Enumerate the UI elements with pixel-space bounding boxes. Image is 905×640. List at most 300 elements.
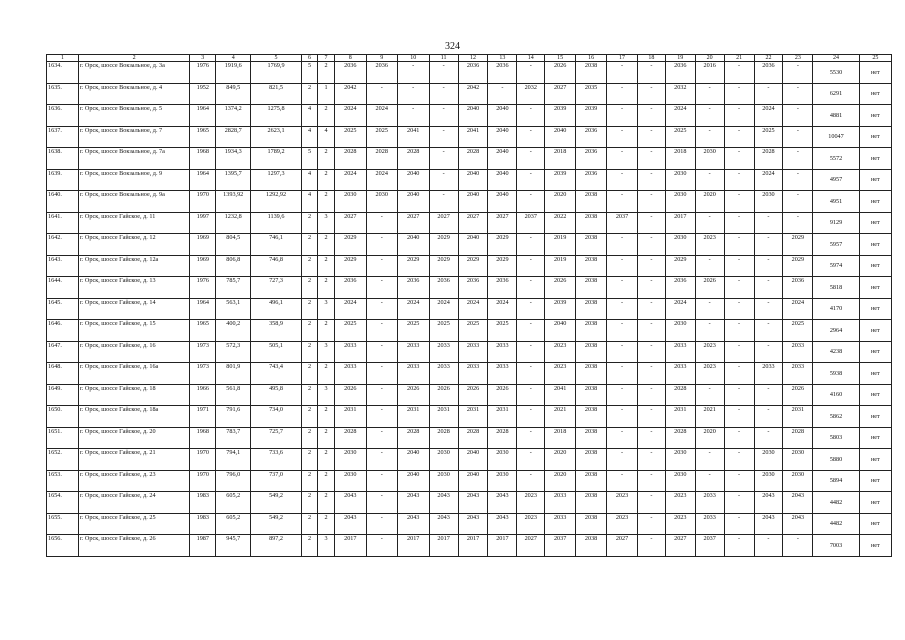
table-cell: - bbox=[637, 298, 665, 320]
table-cell: 1970 bbox=[190, 470, 216, 492]
table-cell: 2030 bbox=[488, 470, 517, 492]
table-cell: 2038 bbox=[576, 406, 607, 428]
table-cell: 2040 bbox=[458, 105, 488, 127]
table-cell: 2033 bbox=[334, 363, 366, 385]
table-cell: 2029 bbox=[488, 255, 517, 277]
table-cell: - bbox=[429, 191, 458, 213]
table-row bbox=[47, 535, 892, 557]
table-cell: - bbox=[637, 384, 665, 406]
table-cell: 6291 bbox=[813, 83, 859, 105]
table-cell: - bbox=[607, 83, 638, 105]
table-cell: 733,6 bbox=[251, 449, 302, 471]
table-cell: 2038 bbox=[576, 470, 607, 492]
table-row bbox=[47, 83, 892, 105]
table-cell: 2024 bbox=[334, 298, 366, 320]
table-cell: 2033 bbox=[783, 363, 813, 385]
table-cell: 2030 bbox=[783, 449, 813, 471]
table-cell: 2 bbox=[318, 406, 335, 428]
table-cell: - bbox=[724, 62, 754, 84]
table-cell: - bbox=[366, 234, 397, 256]
table-cell: - bbox=[695, 255, 724, 277]
table-cell: - bbox=[366, 363, 397, 385]
address-cell: г. Орск, шоссе Гайское, д. 20 bbox=[78, 427, 189, 449]
table-cell: 2 bbox=[318, 148, 335, 170]
table-cell: 2040 bbox=[458, 449, 488, 471]
table-cell: - bbox=[607, 320, 638, 342]
table-cell: 2031 bbox=[665, 406, 695, 428]
table-cell: - bbox=[366, 212, 397, 234]
table-cell: 2030 bbox=[695, 148, 724, 170]
table-cell: 821,5 bbox=[251, 83, 302, 105]
column-number-header: 8 bbox=[334, 55, 366, 62]
table-cell: 2043 bbox=[458, 492, 488, 514]
table-cell: - bbox=[517, 126, 545, 148]
table-cell: 2031 bbox=[429, 406, 458, 428]
table-cell: 2021 bbox=[695, 406, 724, 428]
table-cell: 2 bbox=[318, 492, 335, 514]
table-cell: 2029 bbox=[665, 255, 695, 277]
table-cell: 783,7 bbox=[216, 427, 251, 449]
table-cell: 2031 bbox=[334, 406, 366, 428]
table-cell: 2030 bbox=[366, 191, 397, 213]
table-cell: 2026 bbox=[783, 384, 813, 406]
table-cell: 10047 bbox=[813, 126, 859, 148]
table-row bbox=[47, 513, 892, 535]
table-cell: 2038 bbox=[576, 191, 607, 213]
column-number-header: 9 bbox=[366, 55, 397, 62]
column-number-header: 21 bbox=[724, 55, 754, 62]
table-cell: 2 bbox=[318, 320, 335, 342]
table-cell: 2030 bbox=[334, 449, 366, 471]
table-cell: 1965 bbox=[190, 320, 216, 342]
address-cell: г. Орск, шоссе Вокзальное, д. 3а bbox=[78, 62, 189, 84]
table-cell: 358,9 bbox=[251, 320, 302, 342]
table-cell: - bbox=[724, 298, 754, 320]
table-cell: 1969 bbox=[190, 255, 216, 277]
table-cell: 2026 bbox=[695, 277, 724, 299]
table-cell: 2040 bbox=[545, 126, 576, 148]
table-cell: 5803 bbox=[813, 427, 859, 449]
table-cell: 2036 bbox=[458, 62, 488, 84]
column-number-header: 12 bbox=[458, 55, 488, 62]
table-cell: 2024 bbox=[458, 298, 488, 320]
table-cell: 1973 bbox=[190, 363, 216, 385]
table-cell: - bbox=[429, 148, 458, 170]
table-cell: 2 bbox=[301, 212, 318, 234]
table-cell: 2023 bbox=[665, 492, 695, 514]
table-cell: 2023 bbox=[695, 363, 724, 385]
table-cell: 2033 bbox=[429, 363, 458, 385]
address-cell: г. Орск, шоссе Гайское, д. 16 bbox=[78, 341, 189, 363]
table-cell: 2039 bbox=[545, 169, 576, 191]
table-row bbox=[47, 320, 892, 342]
address-cell: г. Орск, шоссе Вокзальное, д. 7 bbox=[78, 126, 189, 148]
table-cell: 2027 bbox=[517, 535, 545, 557]
table-cell: 2039 bbox=[545, 105, 576, 127]
table-cell: - bbox=[724, 535, 754, 557]
table-cell: нет bbox=[859, 427, 891, 449]
table-cell: 5938 bbox=[813, 363, 859, 385]
table-cell: - bbox=[637, 277, 665, 299]
table-cell: 2031 bbox=[458, 406, 488, 428]
table-cell: - bbox=[695, 384, 724, 406]
table-cell: 1964 bbox=[190, 298, 216, 320]
table-cell: - bbox=[724, 277, 754, 299]
table-cell: 2027 bbox=[429, 212, 458, 234]
row-number-cell: 1647. bbox=[47, 341, 79, 363]
table-cell: 1297,3 bbox=[251, 169, 302, 191]
table-cell: нет bbox=[859, 191, 891, 213]
table-cell: 2030 bbox=[665, 470, 695, 492]
table-cell: 2030 bbox=[488, 449, 517, 471]
table-row bbox=[47, 298, 892, 320]
table-cell: 2038 bbox=[576, 320, 607, 342]
table-cell: 2033 bbox=[695, 513, 724, 535]
table-cell: 2033 bbox=[397, 341, 429, 363]
table-cell: 2019 bbox=[545, 255, 576, 277]
table-cell: 2 bbox=[301, 363, 318, 385]
table-cell: - bbox=[517, 277, 545, 299]
address-cell: г. Орск, шоссе Гайское, д. 13 bbox=[78, 277, 189, 299]
table-cell: - bbox=[724, 105, 754, 127]
table-row bbox=[47, 234, 892, 256]
table-cell: - bbox=[607, 148, 638, 170]
table-cell: 1292,92 bbox=[251, 191, 302, 213]
table-cell: 2 bbox=[301, 449, 318, 471]
table-cell: - bbox=[517, 406, 545, 428]
address-cell: г. Орск, шоссе Вокзальное, д. 9 bbox=[78, 169, 189, 191]
table-cell: 2025 bbox=[397, 320, 429, 342]
table-cell: 495,8 bbox=[251, 384, 302, 406]
table-cell: 2031 bbox=[783, 406, 813, 428]
table-cell: - bbox=[607, 126, 638, 148]
table-cell: 5572 bbox=[813, 148, 859, 170]
table-cell: 1966 bbox=[190, 384, 216, 406]
table-cell: 2040 bbox=[458, 169, 488, 191]
table-cell: - bbox=[754, 535, 783, 557]
column-number-header: 16 bbox=[576, 55, 607, 62]
table-cell: 5 bbox=[301, 62, 318, 84]
table-cell: 1970 bbox=[190, 191, 216, 213]
table-cell: 4 bbox=[318, 126, 335, 148]
table-cell: 737,0 bbox=[251, 470, 302, 492]
table-cell: 2043 bbox=[754, 513, 783, 535]
table-cell: 2043 bbox=[429, 492, 458, 514]
table-cell: 2025 bbox=[366, 126, 397, 148]
table-cell: 2 bbox=[318, 449, 335, 471]
table-cell: - bbox=[783, 126, 813, 148]
table-cell: 2038 bbox=[576, 234, 607, 256]
table-cell: 1 bbox=[318, 83, 335, 105]
table-cell: - bbox=[637, 470, 665, 492]
column-number-header: 17 bbox=[607, 55, 638, 62]
table-cell: 2043 bbox=[334, 492, 366, 514]
table-cell: нет bbox=[859, 105, 891, 127]
table-cell: 794,1 bbox=[216, 449, 251, 471]
table-row bbox=[47, 406, 892, 428]
table-cell: - bbox=[517, 148, 545, 170]
table-cell: 5530 bbox=[813, 62, 859, 84]
table-cell: 725,7 bbox=[251, 427, 302, 449]
table-cell: 2030 bbox=[334, 191, 366, 213]
table-cell: - bbox=[366, 470, 397, 492]
table-cell: - bbox=[517, 105, 545, 127]
table-cell: - bbox=[695, 449, 724, 471]
table-cell: - bbox=[695, 169, 724, 191]
table-cell: 2039 bbox=[576, 105, 607, 127]
table-cell: 2 bbox=[301, 234, 318, 256]
table-cell: 2029 bbox=[488, 234, 517, 256]
table-cell: - bbox=[607, 363, 638, 385]
column-number-header: 13 bbox=[488, 55, 517, 62]
table-cell: 2026 bbox=[397, 384, 429, 406]
table-row bbox=[47, 62, 892, 84]
table-cell: 1976 bbox=[190, 62, 216, 84]
table-cell: - bbox=[517, 234, 545, 256]
table-cell: 2023 bbox=[545, 363, 576, 385]
table-cell: 4238 bbox=[813, 341, 859, 363]
table-cell: - bbox=[637, 126, 665, 148]
table-cell: 2 bbox=[301, 83, 318, 105]
table-cell: - bbox=[695, 298, 724, 320]
table-cell: 2 bbox=[301, 470, 318, 492]
table-cell: 2043 bbox=[397, 492, 429, 514]
table-cell: - bbox=[429, 83, 458, 105]
table-cell: 1968 bbox=[190, 427, 216, 449]
table-cell: - bbox=[637, 535, 665, 557]
table-cell: - bbox=[637, 212, 665, 234]
table-cell: 2027 bbox=[545, 83, 576, 105]
table-cell: 2023 bbox=[545, 341, 576, 363]
table-cell: - bbox=[429, 126, 458, 148]
table-row bbox=[47, 105, 892, 127]
table-cell: 746,1 bbox=[251, 234, 302, 256]
table-cell: 2036 bbox=[576, 169, 607, 191]
table-cell: 4 bbox=[301, 105, 318, 127]
table-row bbox=[47, 277, 892, 299]
table-cell: 2031 bbox=[397, 406, 429, 428]
table-cell: - bbox=[366, 255, 397, 277]
housing-registry-table bbox=[46, 54, 892, 557]
table-cell: 2029 bbox=[458, 255, 488, 277]
table-cell: 734,0 bbox=[251, 406, 302, 428]
table-cell: 2 bbox=[318, 513, 335, 535]
column-number-header: 10 bbox=[397, 55, 429, 62]
table-cell: - bbox=[366, 298, 397, 320]
row-number-cell: 1653. bbox=[47, 470, 79, 492]
table-cell: 2964 bbox=[813, 320, 859, 342]
table-cell: нет bbox=[859, 62, 891, 84]
table-cell: 2019 bbox=[545, 234, 576, 256]
table-cell: 2032 bbox=[665, 83, 695, 105]
table-cell: - bbox=[754, 341, 783, 363]
table-cell: нет bbox=[859, 169, 891, 191]
table-cell: 2023 bbox=[607, 513, 638, 535]
table-cell: 2043 bbox=[754, 492, 783, 514]
table-cell: 791,6 bbox=[216, 406, 251, 428]
table-cell: 2024 bbox=[665, 105, 695, 127]
table-cell: 2 bbox=[318, 234, 335, 256]
row-number-cell: 1649. bbox=[47, 384, 79, 406]
table-cell: 2033 bbox=[488, 341, 517, 363]
table-cell: 2041 bbox=[545, 384, 576, 406]
table-cell: 2030 bbox=[665, 449, 695, 471]
row-number-cell: 1636. bbox=[47, 105, 79, 127]
table-cell: - bbox=[637, 341, 665, 363]
table-cell: - bbox=[517, 255, 545, 277]
table-cell: - bbox=[366, 320, 397, 342]
table-cell: нет bbox=[859, 298, 891, 320]
table-cell: 2043 bbox=[783, 513, 813, 535]
table-cell: 1987 bbox=[190, 535, 216, 557]
row-number-cell: 1642. bbox=[47, 234, 79, 256]
row-number-cell: 1648. bbox=[47, 363, 79, 385]
table-cell: 2036 bbox=[665, 62, 695, 84]
table-cell: 2029 bbox=[334, 255, 366, 277]
table-cell: нет bbox=[859, 449, 891, 471]
address-cell: г. Орск, шоссе Гайское, д. 16а bbox=[78, 363, 189, 385]
table-cell: - bbox=[637, 513, 665, 535]
table-cell: 2040 bbox=[488, 169, 517, 191]
table-cell: - bbox=[517, 384, 545, 406]
table-cell: 4482 bbox=[813, 513, 859, 535]
table-cell: 1139,6 bbox=[251, 212, 302, 234]
table-cell: 7003 bbox=[813, 535, 859, 557]
table-cell: - bbox=[724, 148, 754, 170]
address-cell: г. Орск, шоссе Вокзальное, д. 4 bbox=[78, 83, 189, 105]
table-cell: 2024 bbox=[366, 105, 397, 127]
table-cell: нет bbox=[859, 535, 891, 557]
table-cell: - bbox=[517, 427, 545, 449]
table-row bbox=[47, 169, 892, 191]
table-cell: 2042 bbox=[334, 83, 366, 105]
table-cell: 2038 bbox=[576, 427, 607, 449]
table-cell: 2038 bbox=[576, 513, 607, 535]
table-cell: 2038 bbox=[576, 255, 607, 277]
table-row bbox=[47, 255, 892, 277]
column-number-header: 20 bbox=[695, 55, 724, 62]
table-cell: 2036 bbox=[576, 126, 607, 148]
table-cell: 2024 bbox=[397, 298, 429, 320]
table-cell: 4 bbox=[301, 169, 318, 191]
table-cell: - bbox=[637, 449, 665, 471]
table-cell: 2039 bbox=[545, 298, 576, 320]
table-cell: - bbox=[637, 169, 665, 191]
column-number-header: 7 bbox=[318, 55, 335, 62]
table-cell: - bbox=[724, 234, 754, 256]
table-cell: 2038 bbox=[576, 212, 607, 234]
table-cell: - bbox=[724, 212, 754, 234]
table-cell: - bbox=[637, 83, 665, 105]
table-cell: 2 bbox=[301, 277, 318, 299]
table-cell: 2020 bbox=[545, 191, 576, 213]
table-cell: - bbox=[637, 105, 665, 127]
table-cell: - bbox=[607, 384, 638, 406]
table-cell: 2024 bbox=[754, 169, 783, 191]
table-cell: 2028 bbox=[665, 384, 695, 406]
table-cell: - bbox=[754, 298, 783, 320]
table-cell: 2028 bbox=[429, 427, 458, 449]
table-cell: 2023 bbox=[517, 492, 545, 514]
table-cell: 3 bbox=[318, 535, 335, 557]
column-number-header: 22 bbox=[754, 55, 783, 62]
table-cell: 746,8 bbox=[251, 255, 302, 277]
table-cell: - bbox=[517, 341, 545, 363]
table-cell: 2018 bbox=[665, 148, 695, 170]
table-cell: 5862 bbox=[813, 406, 859, 428]
table-cell: 2040 bbox=[488, 191, 517, 213]
table-cell: - bbox=[366, 384, 397, 406]
table-cell: 2041 bbox=[397, 126, 429, 148]
table-cell: - bbox=[724, 427, 754, 449]
table-cell: 2026 bbox=[458, 384, 488, 406]
table-cell: - bbox=[754, 320, 783, 342]
table-cell: 605,2 bbox=[216, 513, 251, 535]
table-cell: 1919,6 bbox=[216, 62, 251, 84]
table-row bbox=[47, 470, 892, 492]
table-cell: нет bbox=[859, 126, 891, 148]
table-cell: 2 bbox=[301, 427, 318, 449]
table-cell: 4170 bbox=[813, 298, 859, 320]
table-cell: нет bbox=[859, 341, 891, 363]
table-cell: - bbox=[517, 320, 545, 342]
table-cell: - bbox=[724, 83, 754, 105]
table-cell: 2038 bbox=[576, 492, 607, 514]
table-cell: 2028 bbox=[397, 148, 429, 170]
address-cell: г. Орск, шоссе Гайское, д. 14 bbox=[78, 298, 189, 320]
table-cell: - bbox=[724, 406, 754, 428]
table-cell: 1395,7 bbox=[216, 169, 251, 191]
table-cell: 3 bbox=[318, 298, 335, 320]
table-cell: 496,1 bbox=[251, 298, 302, 320]
table-cell: - bbox=[607, 449, 638, 471]
table-cell: - bbox=[607, 341, 638, 363]
table-cell: 563,1 bbox=[216, 298, 251, 320]
table-cell: - bbox=[366, 427, 397, 449]
table-cell: - bbox=[724, 513, 754, 535]
table-row bbox=[47, 427, 892, 449]
table-cell: 2028 bbox=[458, 427, 488, 449]
table-cell: 2024 bbox=[665, 298, 695, 320]
table-cell: 2025 bbox=[334, 320, 366, 342]
table-cell: 5818 bbox=[813, 277, 859, 299]
table-cell: 2028 bbox=[488, 427, 517, 449]
table-cell: 2030 bbox=[754, 470, 783, 492]
table-cell: - bbox=[695, 83, 724, 105]
table-cell: - bbox=[366, 277, 397, 299]
row-number-cell: 1650. bbox=[47, 406, 79, 428]
table-cell: 2024 bbox=[488, 298, 517, 320]
table-row bbox=[47, 363, 892, 385]
table-cell: 4957 bbox=[813, 169, 859, 191]
table-cell: 2035 bbox=[576, 83, 607, 105]
address-cell: г. Орск, шоссе Вокзальное, д. 9а bbox=[78, 191, 189, 213]
table-row bbox=[47, 384, 892, 406]
table-cell: 2040 bbox=[458, 470, 488, 492]
row-number-cell: 1640. bbox=[47, 191, 79, 213]
table-cell: 2017 bbox=[334, 535, 366, 557]
table-cell: 2024 bbox=[334, 169, 366, 191]
table-cell: 1952 bbox=[190, 83, 216, 105]
table-cell: 2 bbox=[301, 535, 318, 557]
table-cell: - bbox=[724, 363, 754, 385]
row-number-cell: 1655. bbox=[47, 513, 79, 535]
table-cell: 2037 bbox=[695, 535, 724, 557]
table-cell: 796,0 bbox=[216, 470, 251, 492]
table-cell: 2036 bbox=[488, 277, 517, 299]
table-cell: 1971 bbox=[190, 406, 216, 428]
table-cell: 2033 bbox=[458, 341, 488, 363]
